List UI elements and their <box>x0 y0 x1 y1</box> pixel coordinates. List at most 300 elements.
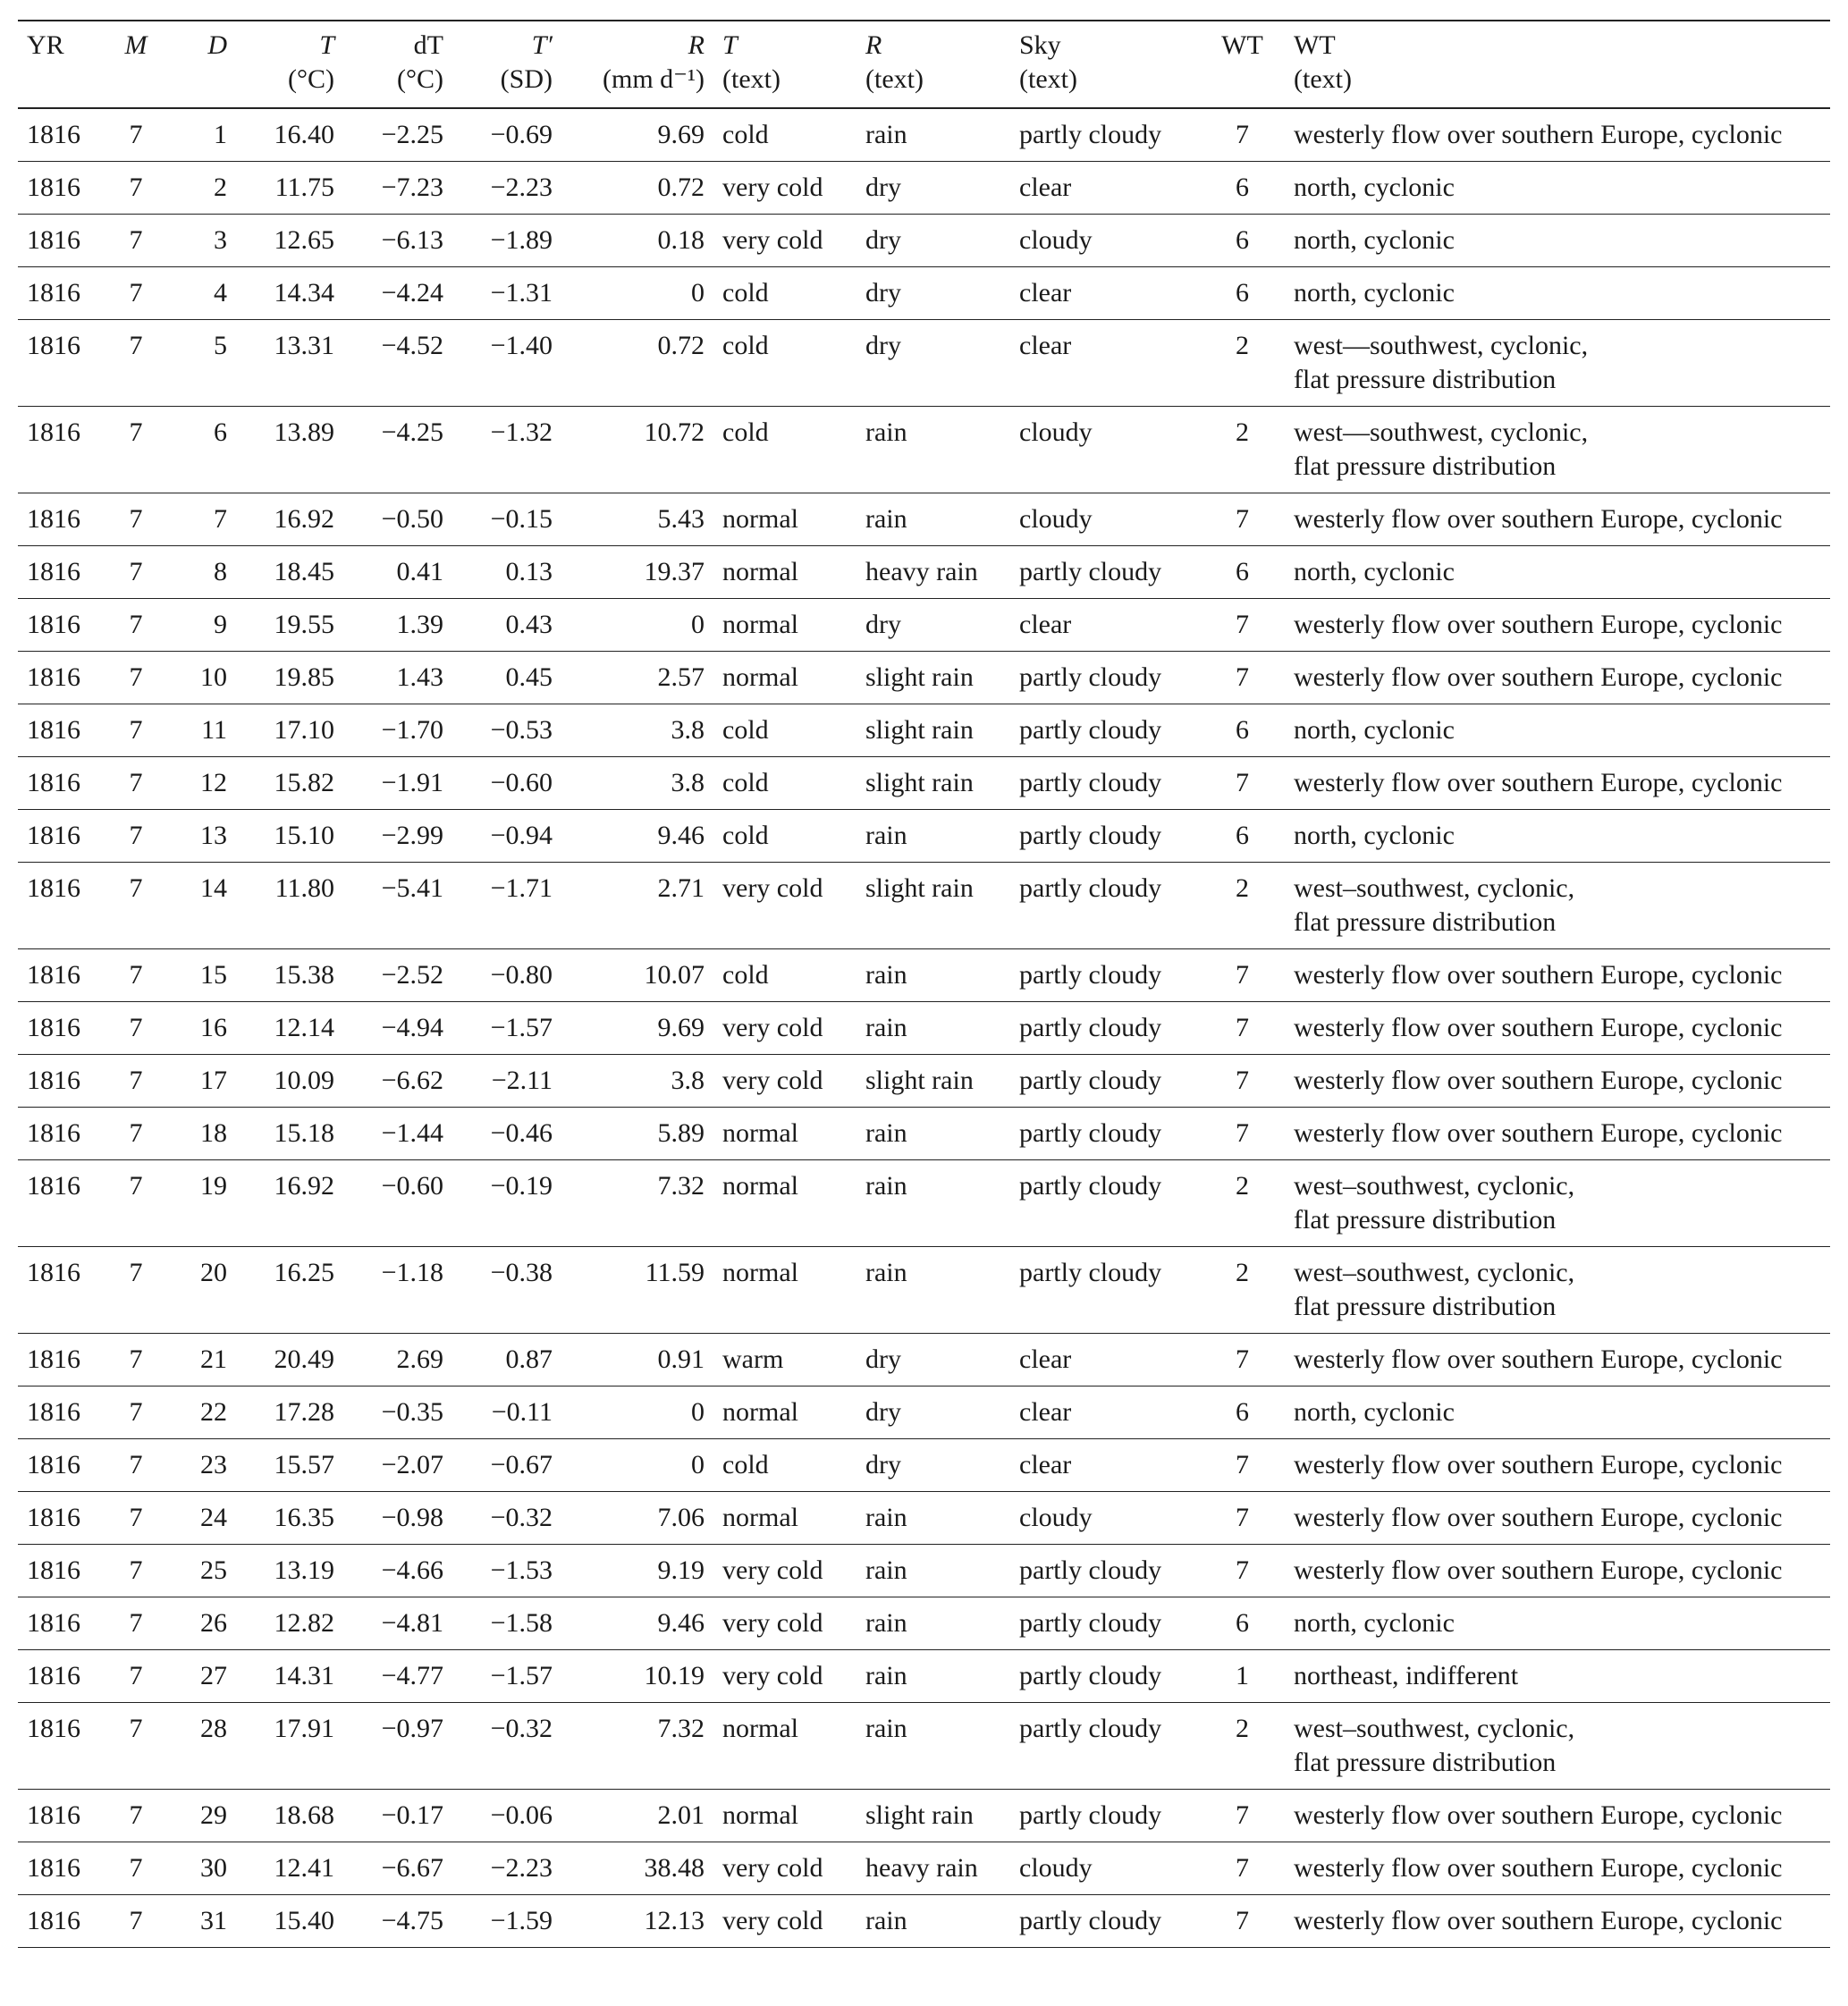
cell-t: 15.10 <box>274 821 334 850</box>
cell-t: 15.57 <box>274 1450 334 1479</box>
cell-line: west–southwest, cyclonic, <box>1294 1258 1575 1287</box>
cell-wt: 7 <box>1236 1555 1249 1585</box>
cell-tt: normal <box>722 1258 798 1287</box>
cell-d: 23 <box>200 1450 227 1479</box>
cell-wtt <box>1285 704 1830 757</box>
cell-rt: rain <box>865 1714 907 1743</box>
column-header-label: R <box>688 30 705 60</box>
cell-tp: −2.11 <box>491 1066 553 1095</box>
column-header-unit: (°C) <box>397 64 443 94</box>
cell-yr: 1816 <box>27 120 80 149</box>
cell-m: 7 <box>129 873 143 903</box>
cell-tt: very cold <box>722 1661 823 1690</box>
cell-wtt <box>1285 320 1830 407</box>
cell-r: 0 <box>691 1397 705 1427</box>
table-row <box>18 1334 1830 1386</box>
cell-line: westerly flow over southern Europe, cyclonic <box>1294 504 1783 534</box>
cell-t: 16.40 <box>274 120 334 149</box>
cell-yr: 1816 <box>27 1013 80 1042</box>
table-row <box>18 1790 1830 1842</box>
cell-d: 9 <box>214 610 227 639</box>
cell-sky: partly cloudy <box>1019 120 1162 149</box>
cell-line: flat pressure distribution <box>1294 365 1557 394</box>
column-header-label: WT <box>1221 30 1263 60</box>
column-header-unit: (text) <box>722 64 781 94</box>
table-row <box>18 863 1830 949</box>
cell-tt: normal <box>722 557 798 586</box>
cell-tt: very cold <box>722 1608 823 1638</box>
cell-rt: dry <box>865 225 901 255</box>
cell-line: west–southwest, cyclonic, <box>1294 1171 1575 1201</box>
cell-d: 3 <box>214 225 227 255</box>
cell-wt: 6 <box>1236 715 1249 745</box>
cell-tt: normal <box>722 1800 798 1830</box>
cell-t: 12.14 <box>274 1013 334 1042</box>
cell-tt: very cold <box>722 1013 823 1042</box>
cell-line: westerly flow over southern Europe, cyclonic <box>1294 768 1783 797</box>
cell-dt: −4.52 <box>381 331 443 360</box>
cell-sky: partly cloudy <box>1019 1800 1162 1830</box>
table-row <box>18 949 1830 1002</box>
cell-m: 7 <box>129 278 143 308</box>
cell-d: 25 <box>200 1555 227 1585</box>
cell-tp: −1.89 <box>490 225 553 255</box>
cell-tt: very cold <box>722 1853 823 1883</box>
cell-dt: −2.07 <box>381 1450 443 1479</box>
cell-t: 16.25 <box>274 1258 334 1287</box>
column-header-unit: (mm d⁻¹) <box>603 64 705 94</box>
cell-r: 0 <box>691 1450 705 1479</box>
cell-tp: −0.15 <box>490 504 553 534</box>
cell-tt: very cold <box>722 173 823 202</box>
cell-r: 3.8 <box>671 715 705 745</box>
cell-tt: cold <box>722 768 769 797</box>
cell-m: 7 <box>129 1608 143 1638</box>
cell-tt: cold <box>722 715 769 745</box>
cell-r: 0 <box>691 278 705 308</box>
cell-tp: 0.87 <box>505 1344 553 1374</box>
cell-tt: normal <box>722 1171 798 1201</box>
column-header-tp <box>452 21 561 108</box>
cell-dt: −1.70 <box>381 715 443 745</box>
cell-t: 12.65 <box>274 225 334 255</box>
cell-tp: −2.23 <box>490 173 553 202</box>
cell-d: 1 <box>214 120 227 149</box>
cell-sky: partly cloudy <box>1019 960 1162 990</box>
cell-d: 6 <box>214 417 227 447</box>
cell-d: 4 <box>214 278 227 308</box>
cell-t: 11.75 <box>274 173 334 202</box>
column-header-tt <box>713 21 856 108</box>
cell-line: flat pressure distribution <box>1294 451 1557 481</box>
cell-r: 5.89 <box>657 1118 705 1148</box>
cell-m: 7 <box>129 1503 143 1532</box>
cell-tp: −0.94 <box>490 821 553 850</box>
cell-d: 2 <box>214 173 227 202</box>
cell-line: westerly flow over southern Europe, cyclonic <box>1294 1118 1783 1148</box>
cell-sky: clear <box>1019 173 1072 202</box>
cell-line: west–southwest, cyclonic, <box>1294 873 1575 903</box>
cell-tp: −0.06 <box>490 1800 553 1830</box>
cell-yr: 1816 <box>27 1800 80 1830</box>
cell-wtt <box>1285 162 1830 215</box>
cell-sky: clear <box>1019 331 1072 360</box>
cell-line: north, cyclonic <box>1294 1608 1455 1638</box>
cell-tt: very cold <box>722 225 823 255</box>
column-header-label: WT <box>1294 30 1336 60</box>
cell-line: westerly flow over southern Europe, cyclonic <box>1294 610 1783 639</box>
cell-sky: partly cloudy <box>1019 873 1162 903</box>
cell-wt: 2 <box>1236 873 1249 903</box>
cell-tp: 0.43 <box>505 610 553 639</box>
cell-tt: cold <box>722 821 769 850</box>
table-header <box>18 21 1830 108</box>
cell-line: flat pressure distribution <box>1294 1292 1557 1321</box>
cell-d: 13 <box>200 821 227 850</box>
cell-rt: dry <box>865 1397 901 1427</box>
cell-dt: −4.94 <box>381 1013 443 1042</box>
table-row <box>18 652 1830 704</box>
cell-rt: slight rain <box>865 1066 974 1095</box>
cell-t: 12.41 <box>274 1853 334 1883</box>
column-header-label: YR <box>27 30 64 60</box>
cell-d: 21 <box>200 1344 227 1374</box>
cell-m: 7 <box>129 1714 143 1743</box>
cell-yr: 1816 <box>27 331 80 360</box>
cell-sky: partly cloudy <box>1019 557 1162 586</box>
column-header-label: R <box>865 30 882 60</box>
cell-r: 38.48 <box>644 1853 705 1883</box>
table-row <box>18 1703 1830 1790</box>
cell-d: 10 <box>200 662 227 692</box>
cell-r: 0 <box>691 610 705 639</box>
cell-dt: 1.43 <box>396 662 443 692</box>
cell-wt: 1 <box>1236 1661 1249 1690</box>
cell-line: westerly flow over southern Europe, cyclonic <box>1294 1853 1783 1883</box>
cell-wtt <box>1285 1386 1830 1439</box>
cell-rt: slight rain <box>865 715 974 745</box>
cell-yr: 1816 <box>27 417 80 447</box>
cell-rt: dry <box>865 173 901 202</box>
cell-sky: partly cloudy <box>1019 1714 1162 1743</box>
cell-d: 16 <box>200 1013 227 1042</box>
cell-d: 15 <box>200 960 227 990</box>
cell-wtt <box>1285 1597 1830 1650</box>
cell-rt: rain <box>865 120 907 149</box>
cell-m: 7 <box>129 1853 143 1883</box>
cell-t: 16.92 <box>274 1171 334 1201</box>
cell-wt: 7 <box>1236 1013 1249 1042</box>
cell-r: 0.91 <box>657 1344 705 1374</box>
cell-sky: clear <box>1019 610 1072 639</box>
cell-yr: 1816 <box>27 1555 80 1585</box>
cell-yr: 1816 <box>27 610 80 639</box>
cell-wt: 7 <box>1236 504 1249 534</box>
cell-r: 0.18 <box>657 225 705 255</box>
cell-t: 20.49 <box>274 1344 334 1374</box>
cell-tt: normal <box>722 662 798 692</box>
cell-t: 12.82 <box>274 1608 334 1638</box>
cell-wtt <box>1285 1790 1830 1842</box>
cell-wt: 6 <box>1236 1397 1249 1427</box>
cell-sky: partly cloudy <box>1019 715 1162 745</box>
cell-yr: 1816 <box>27 715 80 745</box>
cell-t: 18.45 <box>274 557 334 586</box>
cell-line: westerly flow over southern Europe, cyclonic <box>1294 1344 1783 1374</box>
cell-wt: 2 <box>1236 1258 1249 1287</box>
cell-t: 14.31 <box>274 1661 334 1690</box>
cell-rt: dry <box>865 1450 901 1479</box>
cell-dt: 2.69 <box>396 1344 443 1374</box>
cell-wt: 2 <box>1236 331 1249 360</box>
cell-tp: −0.32 <box>490 1714 553 1743</box>
cell-yr: 1816 <box>27 1258 80 1287</box>
cell-wtt <box>1285 108 1830 162</box>
cell-sky: partly cloudy <box>1019 1906 1162 1935</box>
cell-sky: clear <box>1019 1450 1072 1479</box>
cell-t: 15.18 <box>274 1118 334 1148</box>
cell-tp: −1.59 <box>490 1906 553 1935</box>
cell-tp: −0.32 <box>490 1503 553 1532</box>
cell-dt: −4.81 <box>381 1608 443 1638</box>
column-header-label: T <box>722 30 738 60</box>
cell-yr: 1816 <box>27 1171 80 1201</box>
cell-wtt <box>1285 949 1830 1002</box>
cell-sky: partly cloudy <box>1019 1118 1162 1148</box>
cell-t: 13.89 <box>274 417 334 447</box>
cell-r: 2.01 <box>657 1800 705 1830</box>
column-header-r <box>561 21 713 108</box>
cell-r: 10.07 <box>644 960 705 990</box>
cell-line: north, cyclonic <box>1294 225 1455 255</box>
cell-d: 29 <box>200 1800 227 1830</box>
cell-line: north, cyclonic <box>1294 557 1455 586</box>
cell-line: northeast, indifferent <box>1294 1661 1519 1690</box>
cell-d: 12 <box>200 768 227 797</box>
cell-wtt <box>1285 757 1830 810</box>
table-row <box>18 267 1830 320</box>
table-row <box>18 1842 1830 1895</box>
cell-m: 7 <box>129 1066 143 1095</box>
table-row <box>18 704 1830 757</box>
cell-line: north, cyclonic <box>1294 278 1455 308</box>
table-row <box>18 320 1830 407</box>
cell-sky: partly cloudy <box>1019 768 1162 797</box>
cell-m: 7 <box>129 1661 143 1690</box>
cell-dt: −4.75 <box>381 1906 443 1935</box>
column-header-unit: (°C) <box>288 64 334 94</box>
cell-wt: 7 <box>1236 610 1249 639</box>
cell-sky: clear <box>1019 1397 1072 1427</box>
cell-line: flat pressure distribution <box>1294 1205 1557 1235</box>
cell-d: 5 <box>214 331 227 360</box>
column-header-label: M <box>124 30 148 60</box>
cell-rt: rain <box>865 1608 907 1638</box>
cell-m: 7 <box>129 715 143 745</box>
cell-rt: slight rain <box>865 662 974 692</box>
cell-wt: 2 <box>1236 1171 1249 1201</box>
cell-yr: 1816 <box>27 1853 80 1883</box>
cell-wtt <box>1285 1002 1830 1055</box>
cell-yr: 1816 <box>27 1450 80 1479</box>
cell-wt: 6 <box>1236 821 1249 850</box>
cell-wt: 7 <box>1236 1503 1249 1532</box>
cell-m: 7 <box>129 120 143 149</box>
header-row <box>18 21 1830 108</box>
cell-tp: −1.57 <box>490 1661 553 1690</box>
table-row <box>18 810 1830 863</box>
cell-t: 15.82 <box>274 768 334 797</box>
cell-rt: rain <box>865 1906 907 1935</box>
cell-dt: −7.23 <box>381 173 443 202</box>
cell-r: 0.72 <box>657 173 705 202</box>
cell-tp: −1.57 <box>490 1013 553 1042</box>
table-row <box>18 493 1830 546</box>
cell-t: 10.09 <box>274 1066 334 1095</box>
cell-d: 19 <box>200 1171 227 1201</box>
cell-yr: 1816 <box>27 504 80 534</box>
cell-m: 7 <box>129 821 143 850</box>
column-header-label: dT <box>413 30 443 60</box>
cell-yr: 1816 <box>27 1066 80 1095</box>
cell-m: 7 <box>129 768 143 797</box>
cell-sky: cloudy <box>1019 504 1093 534</box>
cell-m: 7 <box>129 662 143 692</box>
cell-wt: 6 <box>1236 1608 1249 1638</box>
cell-d: 8 <box>214 557 227 586</box>
cell-t: 19.85 <box>274 662 334 692</box>
cell-tt: cold <box>722 1450 769 1479</box>
cell-m: 7 <box>129 1344 143 1374</box>
cell-line: westerly flow over southern Europe, cyclonic <box>1294 1800 1783 1830</box>
column-header-wt <box>1200 21 1285 108</box>
cell-wt: 7 <box>1236 1853 1249 1883</box>
cell-tt: cold <box>722 278 769 308</box>
cell-rt: rain <box>865 504 907 534</box>
cell-wtt <box>1285 1895 1830 1948</box>
cell-tp: −1.32 <box>490 417 553 447</box>
cell-t: 16.35 <box>274 1503 334 1532</box>
cell-line: flat pressure distribution <box>1294 907 1557 937</box>
cell-d: 26 <box>200 1608 227 1638</box>
cell-m: 7 <box>129 1258 143 1287</box>
cell-sky: clear <box>1019 278 1072 308</box>
cell-tt: normal <box>722 610 798 639</box>
cell-dt: −6.62 <box>381 1066 443 1095</box>
table-row <box>18 1247 1830 1334</box>
cell-m: 7 <box>129 1171 143 1201</box>
cell-dt: −5.41 <box>381 873 443 903</box>
table-row <box>18 1055 1830 1108</box>
cell-sky: partly cloudy <box>1019 1013 1162 1042</box>
table-row <box>18 1545 1830 1597</box>
cell-sky: partly cloudy <box>1019 1608 1162 1638</box>
cell-wtt <box>1285 652 1830 704</box>
cell-t: 13.19 <box>274 1555 334 1585</box>
cell-r: 10.72 <box>644 417 705 447</box>
cell-dt: −4.25 <box>381 417 443 447</box>
cell-wt: 7 <box>1236 120 1249 149</box>
cell-rt: heavy rain <box>865 1853 978 1883</box>
cell-r: 2.71 <box>657 873 705 903</box>
cell-m: 7 <box>129 504 143 534</box>
cell-yr: 1816 <box>27 225 80 255</box>
cell-rt: rain <box>865 960 907 990</box>
cell-sky: cloudy <box>1019 417 1093 447</box>
cell-tt: normal <box>722 1714 798 1743</box>
cell-tt: cold <box>722 417 769 447</box>
table-row <box>18 215 1830 267</box>
cell-wt: 7 <box>1236 960 1249 990</box>
cell-line: north, cyclonic <box>1294 173 1455 202</box>
cell-r: 7.32 <box>657 1171 705 1201</box>
cell-yr: 1816 <box>27 278 80 308</box>
cell-wt: 7 <box>1236 1906 1249 1935</box>
table-row <box>18 108 1830 162</box>
cell-yr: 1816 <box>27 662 80 692</box>
column-header-d <box>172 21 236 108</box>
cell-tt: warm <box>722 1344 784 1374</box>
cell-yr: 1816 <box>27 1608 80 1638</box>
table-row <box>18 599 1830 652</box>
cell-wtt <box>1285 1703 1830 1790</box>
cell-yr: 1816 <box>27 173 80 202</box>
cell-d: 7 <box>214 504 227 534</box>
cell-yr: 1816 <box>27 1503 80 1532</box>
cell-wt: 2 <box>1236 1714 1249 1743</box>
cell-tp: −1.53 <box>490 1555 553 1585</box>
cell-t: 13.31 <box>274 331 334 360</box>
cell-line: north, cyclonic <box>1294 715 1455 745</box>
cell-wtt <box>1285 1108 1830 1160</box>
cell-t: 17.10 <box>274 715 334 745</box>
cell-wtt <box>1285 1247 1830 1334</box>
cell-line: flat pressure distribution <box>1294 1748 1557 1777</box>
cell-rt: dry <box>865 278 901 308</box>
cell-tt: normal <box>722 1397 798 1427</box>
column-header-t <box>236 21 343 108</box>
cell-line: westerly flow over southern Europe, cyclonic <box>1294 1555 1783 1585</box>
cell-wtt <box>1285 1160 1830 1247</box>
cell-line: westerly flow over southern Europe, cyclonic <box>1294 960 1783 990</box>
cell-d: 24 <box>200 1503 227 1532</box>
cell-dt: −0.50 <box>381 504 443 534</box>
cell-tp: −0.67 <box>490 1450 553 1479</box>
cell-wtt <box>1285 1055 1830 1108</box>
cell-t: 11.80 <box>274 873 334 903</box>
cell-r: 0.72 <box>657 331 705 360</box>
cell-sky: partly cloudy <box>1019 1661 1162 1690</box>
cell-r: 9.69 <box>657 1013 705 1042</box>
cell-tt: normal <box>722 1118 798 1148</box>
cell-t: 14.34 <box>274 278 334 308</box>
cell-dt: −4.77 <box>381 1661 443 1690</box>
cell-wtt <box>1285 1334 1830 1386</box>
cell-sky: partly cloudy <box>1019 1555 1162 1585</box>
cell-tp: −1.58 <box>490 1608 553 1638</box>
cell-tt: normal <box>722 1503 798 1532</box>
column-header-dt <box>343 21 452 108</box>
cell-m: 7 <box>129 1118 143 1148</box>
column-header-sky <box>1010 21 1200 108</box>
cell-rt: rain <box>865 1503 907 1532</box>
cell-rt: slight rain <box>865 768 974 797</box>
cell-rt: dry <box>865 331 901 360</box>
cell-r: 12.13 <box>644 1906 705 1935</box>
cell-line: westerly flow over southern Europe, cyclonic <box>1294 1450 1783 1479</box>
cell-yr: 1816 <box>27 960 80 990</box>
table-row <box>18 1597 1830 1650</box>
